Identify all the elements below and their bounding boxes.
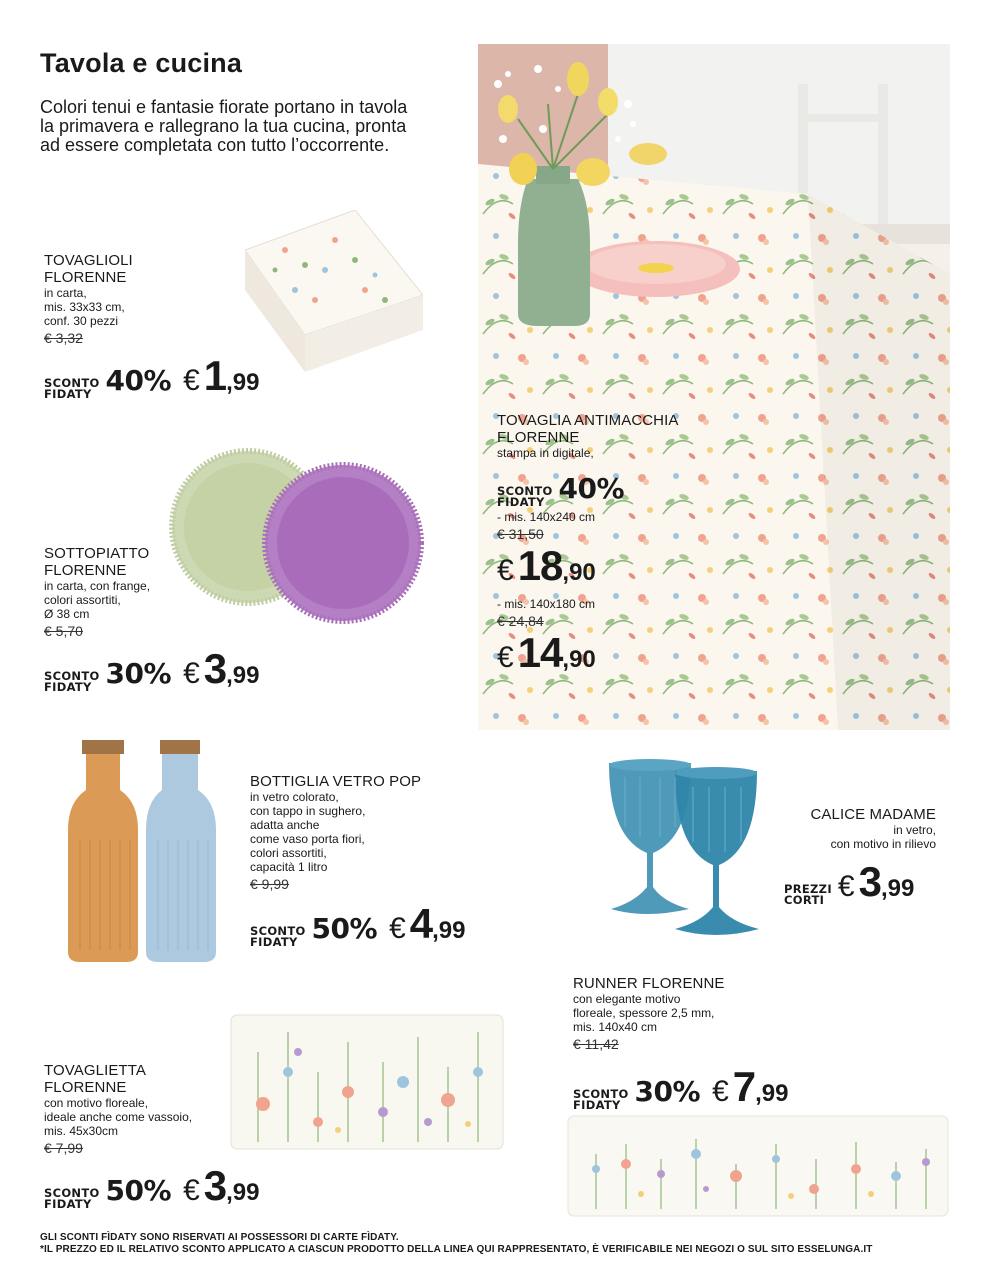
size-label: - mis. 140x180 cm — [497, 597, 596, 611]
page-title: Tavola e cucina — [40, 48, 243, 78]
price-decimal: ,99 — [755, 1080, 789, 1107]
price-decimal: ,99 — [880, 875, 915, 902]
product-name: FLORENNE — [497, 429, 580, 446]
product-desc: mis. 33x33 cm, — [44, 300, 125, 314]
old-price: € 3,32 — [44, 330, 83, 346]
placemats-image — [168, 445, 424, 625]
discount-percent: 40% — [105, 364, 172, 397]
price-decimal: ,99 — [432, 917, 466, 944]
product-name: CALICE MADAME — [810, 806, 936, 823]
product-desc: con tappo in sughero, — [250, 804, 366, 818]
price-tovaglietta — [44, 1162, 260, 1213]
price-integer: 3 — [203, 1162, 227, 1209]
product-desc: mis. 140x40 cm — [573, 1020, 658, 1034]
currency-symbol: € — [183, 364, 200, 397]
product-desc: adatta anche — [250, 818, 320, 832]
product-tovaglia — [497, 412, 679, 460]
product-desc: conf. 30 pezzi — [44, 314, 119, 328]
product-desc: mis. 45x30cm — [44, 1124, 119, 1138]
fidaty-badge: SCONTO FIDATY — [44, 669, 100, 694]
product-name: FLORENNE — [44, 269, 127, 286]
size-label: - mis. 140x240 cm — [497, 510, 596, 524]
product-desc: in vetro, — [893, 823, 936, 837]
product-desc: Ø 38 cm — [44, 607, 90, 621]
currency-symbol: € — [712, 1075, 729, 1108]
old-price: € 11,42 — [573, 1036, 619, 1052]
product-desc: in carta, — [44, 286, 87, 300]
price-decimal: ,90 — [562, 559, 596, 586]
currency-symbol: € — [497, 641, 514, 674]
old-price: € 7,99 — [44, 1140, 83, 1156]
discount-percent: 30% — [105, 657, 172, 690]
discount-percent: 50% — [105, 1174, 172, 1207]
footer-line-1: GLI SCONTI FÌDATY SONO RISERVATI AI POSSESSORI DI CARTE FÌDATY. — [40, 1232, 399, 1243]
fidaty-badge: SCONTO FIDATY — [573, 1087, 629, 1112]
fidaty-badge: SCONTO FIDATY — [44, 1186, 100, 1211]
price-size-2 — [497, 629, 596, 677]
price-bottiglia — [250, 900, 466, 951]
tray-mat-image — [228, 1012, 506, 1152]
price-decimal: ,99 — [226, 369, 260, 396]
price-integer: 1 — [203, 352, 227, 399]
footer-disclaimer — [40, 1232, 872, 1256]
napkins-image — [245, 210, 423, 372]
product-name: FLORENNE — [44, 1079, 127, 1096]
runner-image — [566, 1114, 950, 1219]
product-sottopiatto — [44, 545, 150, 639]
product-desc: floreale, spessore 2,5 mm, — [573, 1006, 715, 1020]
old-price: € 9,99 — [250, 876, 289, 892]
price-calice — [784, 858, 914, 909]
prezzi-corti-badge: PREZZI CORTI — [784, 882, 832, 907]
fidaty-badge: SCONTO FIDATY — [250, 924, 306, 949]
product-desc: con elegante motivo — [573, 992, 681, 1006]
product-desc: come vaso porta fiori, — [250, 832, 365, 846]
product-desc: in carta, con frange, — [44, 579, 151, 593]
discount-tovaglia — [497, 472, 636, 511]
product-desc: colori assortiti, — [44, 593, 121, 607]
price-decimal: ,99 — [226, 662, 260, 689]
product-bottiglia — [250, 773, 421, 892]
footer-line-2: *IL PREZZO ED IL RELATIVO SCONTO APPLICATO A CIASCUN PRODOTTO DELLA LINEA QUI RAPPRESENTATO, È VERIFICABILE NEI NEGOZI O SUL SITO ESSELUNGA.IT — [40, 1244, 873, 1255]
product-name: RUNNER FLORENNE — [573, 975, 725, 992]
goblets-image — [605, 757, 765, 947]
product-desc: ideale anche come vassoio, — [44, 1110, 193, 1124]
product-calice — [780, 806, 936, 851]
product-runner — [573, 975, 725, 1052]
product-desc: stampa in digitale, — [497, 446, 594, 460]
tovaglia-size-2 — [497, 597, 596, 677]
product-name: FLORENNE — [44, 562, 127, 579]
price-integer: 14 — [517, 629, 563, 676]
currency-symbol: € — [183, 1174, 200, 1207]
currency-symbol: € — [837, 870, 855, 903]
price-decimal: ,99 — [226, 1179, 260, 1206]
currency-symbol: € — [183, 657, 200, 690]
old-price: € 5,70 — [44, 623, 83, 639]
product-tovaglietta — [44, 1062, 192, 1156]
fidaty-badge: SCONTO FIDATY — [44, 376, 100, 401]
product-desc: con motivo floreale, — [44, 1096, 149, 1110]
discount-percent: 30% — [634, 1075, 701, 1108]
product-desc: in vetro colorato, — [250, 790, 339, 804]
intro-text: Colori tenui e fantasie fiorate portano in tavola la primavera e rallegrano la tua cucina, pronta ad essere completata con tutto l’occorrente. — [40, 97, 408, 155]
price-sottopiatto — [44, 645, 260, 696]
product-name: TOVAGLIETTA — [44, 1062, 146, 1079]
product-desc: con motivo in rilievo — [830, 837, 936, 851]
product-name: BOTTIGLIA VETRO POP — [250, 773, 422, 790]
product-desc: colori assortiti, — [250, 846, 327, 860]
price-integer: 4 — [409, 900, 433, 947]
price-size-1 — [497, 542, 596, 590]
product-name: SOTTOPIATTO — [44, 545, 150, 562]
old-price: € 31,50 — [497, 526, 544, 542]
currency-symbol: € — [497, 554, 514, 587]
old-price: € 24,84 — [497, 613, 544, 629]
price-runner — [573, 1063, 789, 1114]
currency-symbol: € — [389, 912, 406, 945]
product-tovaglioli — [44, 252, 133, 346]
tovaglia-size-1 — [497, 510, 596, 590]
price-integer: 3 — [858, 858, 881, 905]
discount-percent: 50% — [311, 912, 378, 945]
price-integer: 7 — [732, 1063, 756, 1110]
price-integer: 3 — [203, 645, 227, 692]
product-name: TOVAGLIOLI — [44, 252, 133, 269]
price-decimal: ,90 — [562, 646, 596, 673]
bottles-image — [66, 740, 226, 965]
fidaty-badge: SCONTO FIDATY — [497, 484, 553, 509]
discount-percent: 40% — [558, 472, 625, 505]
price-integer: 18 — [517, 542, 563, 589]
product-desc: capacità 1 litro — [250, 860, 328, 874]
product-name: TOVAGLIA ANTIMACCHIA — [497, 412, 679, 429]
price-tovaglioli — [44, 352, 260, 403]
